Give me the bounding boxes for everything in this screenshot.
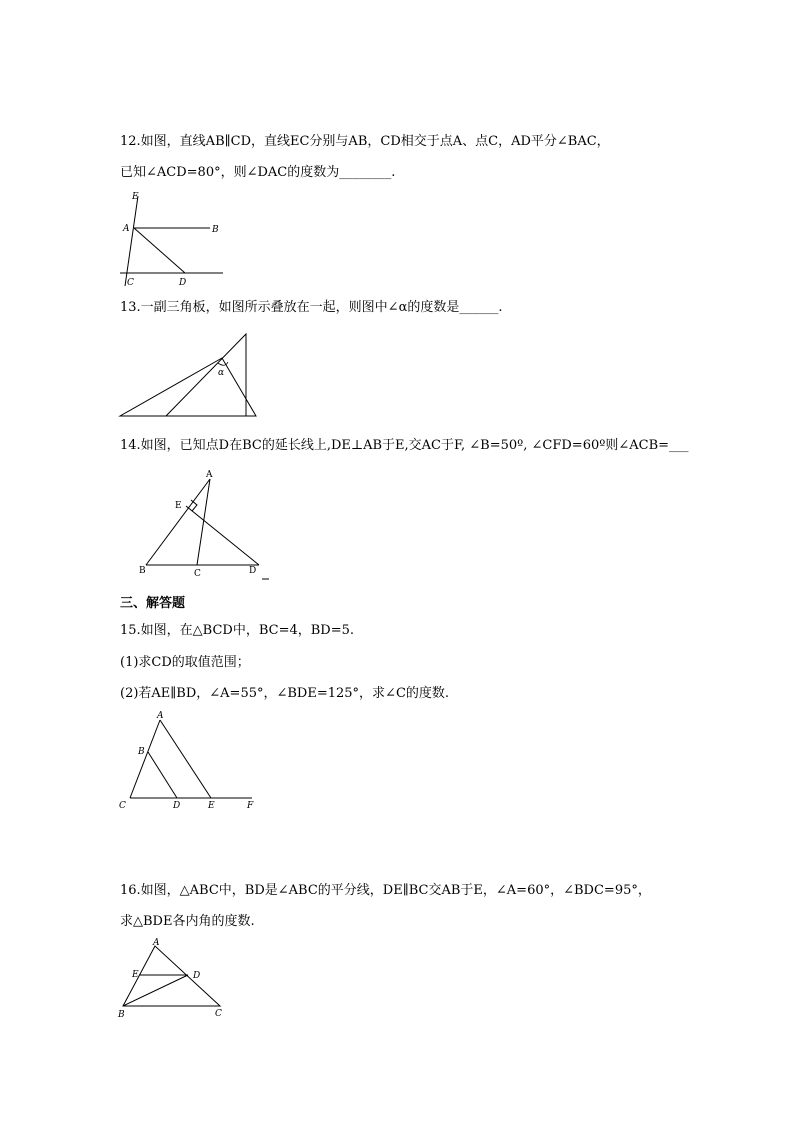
q16-label-e: E bbox=[132, 970, 139, 980]
q15-line-ae bbox=[160, 720, 211, 798]
q16-figure bbox=[115, 937, 230, 1022]
q12-text-line2: 已知∠ACD=80°，则∠DAC的度数为________. bbox=[120, 165, 396, 180]
q15-text-line1: 15.如图，在△BCD中，BC=4，BD=5. bbox=[120, 623, 355, 638]
q14-text-line1: 14.如图，已知点D在BC的延长线上,DE⊥AB于E,交AC于F, ∠B=50º, ∠CFD=60º则∠ACB=___ bbox=[120, 438, 689, 453]
q13-right-triangle bbox=[166, 334, 246, 416]
section-title-solutions: 三、解答题 bbox=[120, 596, 186, 611]
q12-label-b: B bbox=[212, 225, 219, 235]
q15-label-f: F bbox=[247, 801, 254, 811]
q15-label-c: C bbox=[119, 801, 126, 811]
q14-figure bbox=[136, 465, 276, 585]
q14-line-ac bbox=[197, 479, 210, 565]
q15-figure bbox=[115, 710, 265, 815]
q12-label-e: E bbox=[132, 192, 139, 202]
q14-label-d: D bbox=[249, 566, 257, 576]
q15-text-line2: (1)求CD的取值范围； bbox=[120, 655, 250, 670]
q14-label-e: E bbox=[175, 501, 182, 511]
q12-figure bbox=[115, 188, 227, 288]
q12-label-c: C bbox=[127, 278, 134, 288]
q14-right-angle-mark bbox=[191, 500, 197, 511]
q15-label-a: A bbox=[157, 711, 164, 721]
q14-label-b: B bbox=[139, 566, 146, 576]
q14-label-c: C bbox=[194, 569, 201, 579]
q15-label-e: E bbox=[208, 801, 215, 811]
q15-text-line3: (2)若AE∥BD，∠A=55°，∠BDE=125°，求∠C的度数. bbox=[120, 686, 450, 701]
q12-text-line1: 12.如图，直线AB∥CD，直线EC分别与AB，CD相交于点A、点C，AD平分∠BAC， bbox=[120, 134, 610, 149]
q14-line-ed bbox=[186, 506, 259, 565]
q15-label-b: B bbox=[138, 747, 145, 757]
q12-line-ad bbox=[134, 228, 185, 273]
q13-large-triangle bbox=[120, 358, 256, 416]
q15-line-bd bbox=[148, 752, 177, 798]
q16-text-line1: 16.如图，△ABC中，BD是∠ABC的平分线，DE∥BC交AB于E，∠A=60°，∠BDC=95°， bbox=[120, 883, 651, 898]
q16-label-b: B bbox=[118, 1010, 125, 1020]
q16-label-c: C bbox=[215, 1009, 222, 1019]
q13-figure bbox=[118, 330, 260, 420]
q13-text-line1: 13.一副三角板，如图所示叠放在一起，则图中∠α的度数是______. bbox=[120, 300, 503, 315]
q12-label-a: A bbox=[123, 224, 130, 234]
q16-label-a: A bbox=[153, 938, 160, 948]
q13-label-alpha: α bbox=[218, 368, 225, 378]
q15-label-d: D bbox=[173, 801, 181, 811]
q15-line-ca bbox=[130, 720, 160, 798]
q16-label-d: D bbox=[193, 971, 201, 981]
q14-label-a: A bbox=[206, 470, 213, 480]
q12-label-d: D bbox=[179, 278, 187, 288]
q14-line-ab bbox=[146, 479, 210, 565]
q16-text-line2: 求△BDE各内角的度数. bbox=[120, 914, 255, 929]
